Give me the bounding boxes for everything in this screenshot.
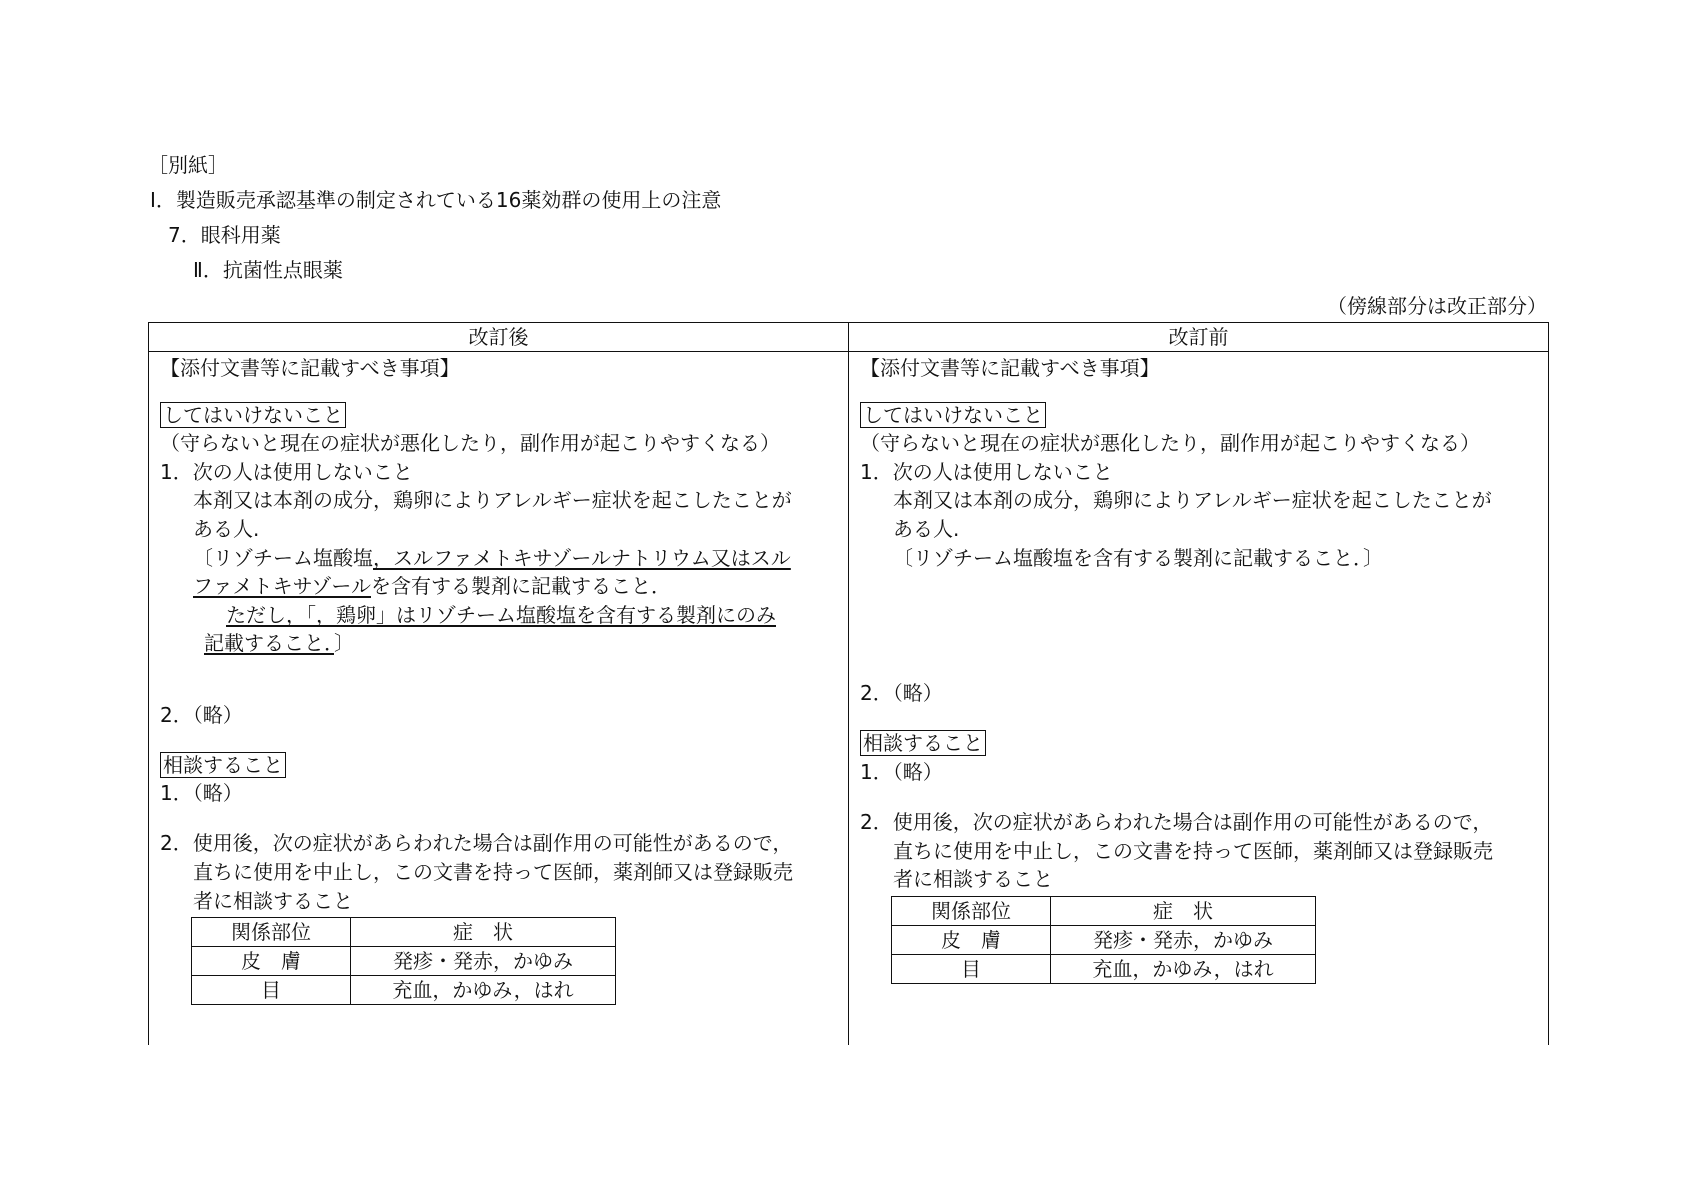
body-part-cell: 皮 膚: [192, 947, 351, 976]
text-line: [860, 544, 1540, 573]
revision-note: （傍線部分は改正部分）: [1327, 294, 1547, 318]
text-line: [860, 808, 1540, 837]
attachment-label: ［別紙］: [148, 153, 228, 177]
text-line: [860, 354, 1540, 383]
subsection-title: 7．眼科用薬: [168, 223, 281, 247]
symptom-table: [891, 896, 1316, 984]
boxed-heading-line: [860, 729, 1540, 758]
text-segment: 相談すること: [863, 731, 983, 756]
text-line: [860, 758, 1540, 787]
text-line: [160, 572, 840, 601]
before-revision-cell: [849, 352, 1549, 1046]
boxed-heading-line: [860, 401, 1540, 430]
text-segment: 2．使用後，次の症状があらわれた場合は副作用の可能性があるので，: [160, 831, 793, 856]
symptom-table-header: [192, 918, 616, 947]
text-segment: 2．（略）: [860, 681, 943, 706]
text-line: [160, 779, 840, 808]
text-line: [160, 544, 840, 573]
text-segment: 直ちに使用を中止し，この文書を持って医師，薬剤師又は登録販売: [193, 860, 793, 885]
text-segment: （守らないと現在の症状が悪化したり，副作用が起こりやすくなる）: [160, 431, 780, 456]
symptom-table-header: [892, 896, 1316, 925]
text-segment: 〔リゾチーム塩酸塩: [193, 545, 373, 570]
boxed-heading-line: [160, 401, 840, 430]
text-line: [860, 837, 1540, 866]
text-line: [860, 458, 1540, 487]
text-line: [160, 629, 840, 658]
text-line: [160, 515, 840, 544]
boxed-heading: [860, 730, 986, 756]
text-segment: ある人.: [893, 516, 960, 541]
text-line: [860, 865, 1540, 894]
text-segment: 1．次の人は使用しないこと: [160, 459, 413, 484]
text-segment: 本剤又は本剤の成分，鶏卵によりアレルギー症状を起こしたことが: [893, 488, 1492, 513]
symptom-cell: 症 状: [351, 918, 616, 947]
column-header-before: 改訂前: [849, 323, 1549, 352]
symptom-cell: 発疹・発赤，かゆみ: [351, 947, 616, 976]
text-line: [860, 429, 1540, 458]
comparison-table-header: [149, 323, 1549, 352]
text-line: [160, 887, 840, 916]
text-segment: 2．使用後，次の症状があらわれた場合は副作用の可能性があるので，: [860, 810, 1493, 835]
text-segment: 1．（略）: [860, 760, 943, 785]
text-segment: 〕: [334, 631, 354, 656]
text-segment: を含有する製剤に記載すること．: [371, 574, 671, 599]
body-part-cell: 関係部位: [192, 918, 351, 947]
text-segment: 【添付文書等に記載すべき事項】: [160, 356, 460, 380]
subsubsection-title: Ⅱ．抗菌性点眼薬: [193, 258, 343, 282]
text-segment: 者に相談すること: [193, 888, 353, 913]
text-line: [160, 354, 840, 383]
text-line: [160, 601, 840, 630]
revised-text: ，スルファメトキサゾールナトリウム又はスル: [373, 545, 791, 570]
symptom-table-row: [192, 976, 616, 1005]
text-line: [160, 701, 840, 730]
boxed-heading: [160, 752, 286, 778]
body-part-cell: 目: [192, 976, 351, 1005]
column-header-after: 改訂後: [149, 323, 849, 352]
text-segment: ある人.: [193, 516, 260, 541]
text-line: [160, 458, 840, 487]
body-part-cell: 関係部位: [892, 896, 1051, 925]
text-segment: （守らないと現在の症状が悪化したり，副作用が起こりやすくなる）: [860, 431, 1480, 456]
comparison-table-body: [149, 352, 1549, 1046]
body-part-cell: 皮 膚: [892, 925, 1051, 954]
symptom-cell: 充血，かゆみ，はれ: [1051, 954, 1316, 983]
boxed-heading: [160, 402, 346, 428]
text-segment: してはいけないこと: [163, 402, 343, 427]
text-line: [160, 429, 840, 458]
text-line: [160, 858, 840, 887]
after-revision-cell: [149, 352, 849, 1046]
text-segment: 1．次の人は使用しないこと: [860, 459, 1113, 484]
text-line: [860, 679, 1540, 708]
symptom-table-row: [892, 954, 1316, 983]
symptom-table: [191, 917, 616, 1005]
section-title: Ⅰ．製造販売承認基準の制定されている16薬効群の使用上の注意: [150, 188, 722, 212]
body-part-cell: 目: [892, 954, 1051, 983]
boxed-heading-line: [160, 751, 840, 780]
text-segment: 直ちに使用を中止し，この文書を持って医師，薬剤師又は登録販売: [893, 838, 1493, 863]
revised-text: 記載すること．: [204, 631, 334, 656]
revised-text: ただし，「，鶏卵」はリゾチーム塩酸塩を含有する製剤にのみ: [226, 602, 776, 627]
symptom-table-row: [192, 947, 616, 976]
text-segment: 【添付文書等に記載すべき事項】: [860, 356, 1160, 380]
comparison-table: [148, 322, 1549, 1045]
text-segment: 本剤又は本剤の成分，鶏卵によりアレルギー症状を起こしたことが: [193, 488, 792, 513]
text-segment: 相談すること: [163, 752, 283, 777]
text-line: [160, 486, 840, 515]
text-line: [860, 515, 1540, 544]
text-line: [860, 486, 1540, 515]
symptom-cell: 充血，かゆみ，はれ: [351, 976, 616, 1005]
text-segment: 1．（略）: [160, 781, 243, 806]
symptom-cell: 発疹・発赤，かゆみ: [1051, 925, 1316, 954]
symptom-cell: 症 状: [1051, 896, 1316, 925]
symptom-table-row: [892, 925, 1316, 954]
revised-text: ファメトキサゾール: [193, 574, 371, 599]
text-segment: 〔リゾチーム塩酸塩を含有する製剤に記載すること．〕: [893, 545, 1383, 570]
text-segment: 者に相談すること: [893, 867, 1053, 892]
text-line: [160, 829, 840, 858]
boxed-heading: [860, 402, 1046, 428]
text-segment: 2．（略）: [160, 702, 243, 727]
text-segment: してはいけないこと: [863, 402, 1043, 427]
